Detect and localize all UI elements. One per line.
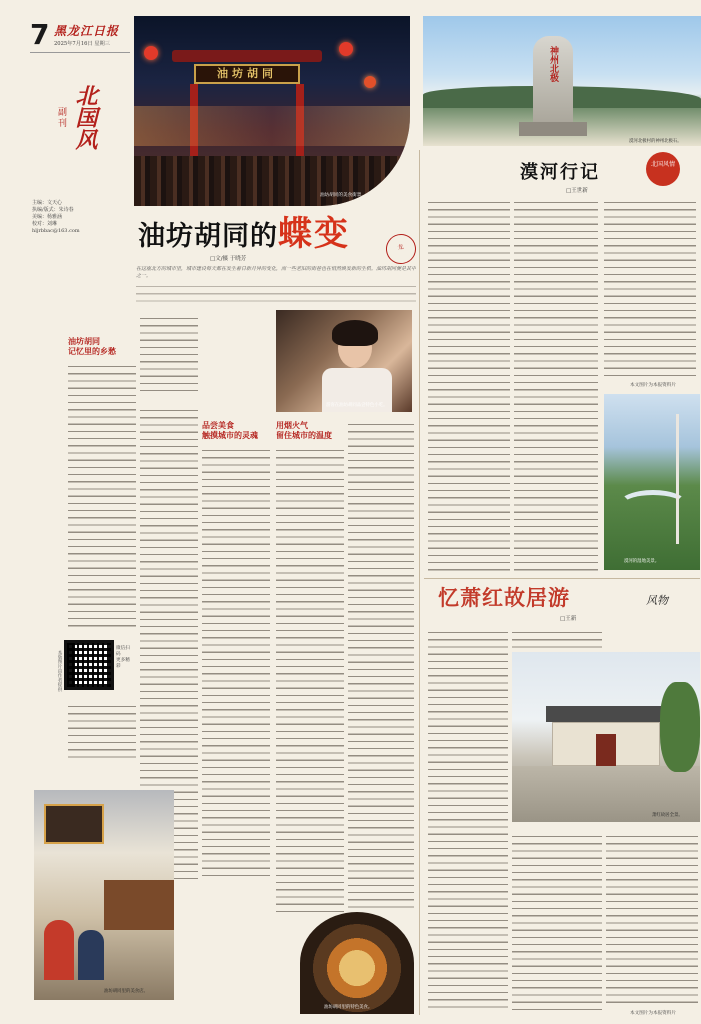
hutong-gate-photo: [134, 16, 410, 206]
article3-tag: 风物: [646, 594, 668, 607]
gate-sign: 油坊胡同: [194, 64, 300, 84]
residence-door: [596, 734, 616, 766]
editor-line: 美编：杨雅涵: [32, 214, 63, 220]
stone-text: 神州北极: [548, 46, 558, 82]
article1-byline: □文/摄 于晓芳: [210, 256, 247, 262]
masthead: [0, 0, 135, 234]
red-lantern: [144, 46, 158, 60]
diner-figure: [78, 930, 104, 980]
tree: [660, 682, 700, 772]
article1-column2-upper: [140, 312, 198, 396]
article3-byline: □王新: [560, 616, 577, 622]
section2-title: 品尝美食 触摸城市的灵魂: [202, 420, 258, 440]
editor-line: 执编/版式：朱诗春: [32, 207, 74, 213]
photo-caption: 油坊胡同里的美食店。: [104, 989, 148, 994]
paper-name: 黑龙江日报: [54, 24, 120, 38]
article2-title: 漠河行记: [520, 162, 600, 183]
article1-lead: 在这座北方的城市里，城市建设每天都在发生着日新月异的变化，而一些老旧的街巷也在悄然焕发新的生机。油坊胡同便是其中之一。: [136, 266, 416, 279]
section1-title: 油坊胡同 记忆里的乡愁: [68, 336, 116, 356]
article2-credit: 本文图片为本报资料片: [630, 383, 676, 388]
north-pole-stone-photo: [423, 16, 701, 146]
article1-column1-text-lower: [68, 700, 136, 760]
editor-email: hljrbbac@163.com: [32, 228, 80, 234]
shop-lights: [134, 106, 410, 146]
masthead-rule: [30, 52, 130, 53]
menu-board: [44, 804, 104, 844]
tasting-photo: [276, 310, 412, 412]
article3-column2-lower: [512, 830, 602, 1010]
counter: [104, 880, 174, 930]
article2-column2-text: [514, 196, 598, 572]
wetland-photo: [604, 394, 700, 570]
photo-caption: 漠河北极村的神州北极石。: [629, 139, 682, 144]
section-rule: [424, 578, 700, 579]
qr-code[interactable]: [64, 640, 114, 690]
vertical-credit: 本版图片由作者提供: [57, 650, 62, 692]
article1-column1-text: [68, 360, 136, 632]
article3-column1-text: [428, 626, 508, 1010]
article2-byline: □王世新: [566, 188, 588, 194]
shop-interior-photo: [34, 790, 174, 1000]
birch-tree: [676, 414, 679, 544]
gate-roof: [172, 50, 322, 62]
page-number: 7: [30, 18, 50, 51]
column-title: 北国风: [72, 84, 98, 150]
crowd: [134, 156, 410, 206]
article3-credit: 本文图片为本报资料片: [630, 1011, 676, 1016]
editor-line: 校对：刘琳: [32, 221, 58, 227]
article1-headline: [138, 206, 408, 254]
lead-continued: [136, 280, 416, 302]
residence-photo: [512, 652, 700, 822]
photo-caption: 萧红故居全景。: [652, 813, 683, 818]
longjiang-stamp: 龙: [383, 231, 419, 267]
headline-accent: 蝶变: [278, 214, 350, 254]
photo-caption: 油坊胡同里的特色美食。: [324, 1005, 373, 1010]
photo-caption: 油坊胡同的美食街景。: [320, 193, 366, 198]
food-photo: [300, 912, 414, 1014]
diner-figure: [44, 920, 74, 980]
article2-column1-text: [428, 196, 510, 572]
article3-title: 忆萧红故居游: [438, 585, 570, 610]
column-divider: [419, 150, 420, 1015]
beiguo-stamp: 北国风情: [646, 152, 680, 186]
red-lantern: [339, 42, 353, 56]
article1-column5-text: [348, 418, 414, 908]
date-line: 2025年7月16日 星期三: [54, 41, 110, 47]
editor-line: 主编：文天心: [32, 200, 63, 206]
qr-caption: 微信扫码 更多精彩: [116, 646, 130, 669]
red-lantern: [364, 76, 376, 88]
stone-base: [519, 122, 587, 136]
article3-column3-text: [606, 830, 698, 1006]
photo-caption: 游客在油坊胡同品尝特色小吃。: [326, 403, 388, 408]
headline-main: 油坊胡同的: [138, 221, 278, 252]
person-hair: [332, 320, 378, 346]
article2-column3-text: [604, 196, 696, 376]
section3-title: 用烟火气 留住城市的温度: [276, 420, 332, 440]
editor-box: [32, 200, 102, 235]
photo-caption: 漠河的湿地美景。: [624, 559, 660, 564]
article1-column4-text: [276, 444, 344, 912]
supplement-label: 副刊: [58, 108, 68, 129]
article1-column3-text: [202, 444, 270, 880]
residence-roof: [546, 706, 666, 722]
